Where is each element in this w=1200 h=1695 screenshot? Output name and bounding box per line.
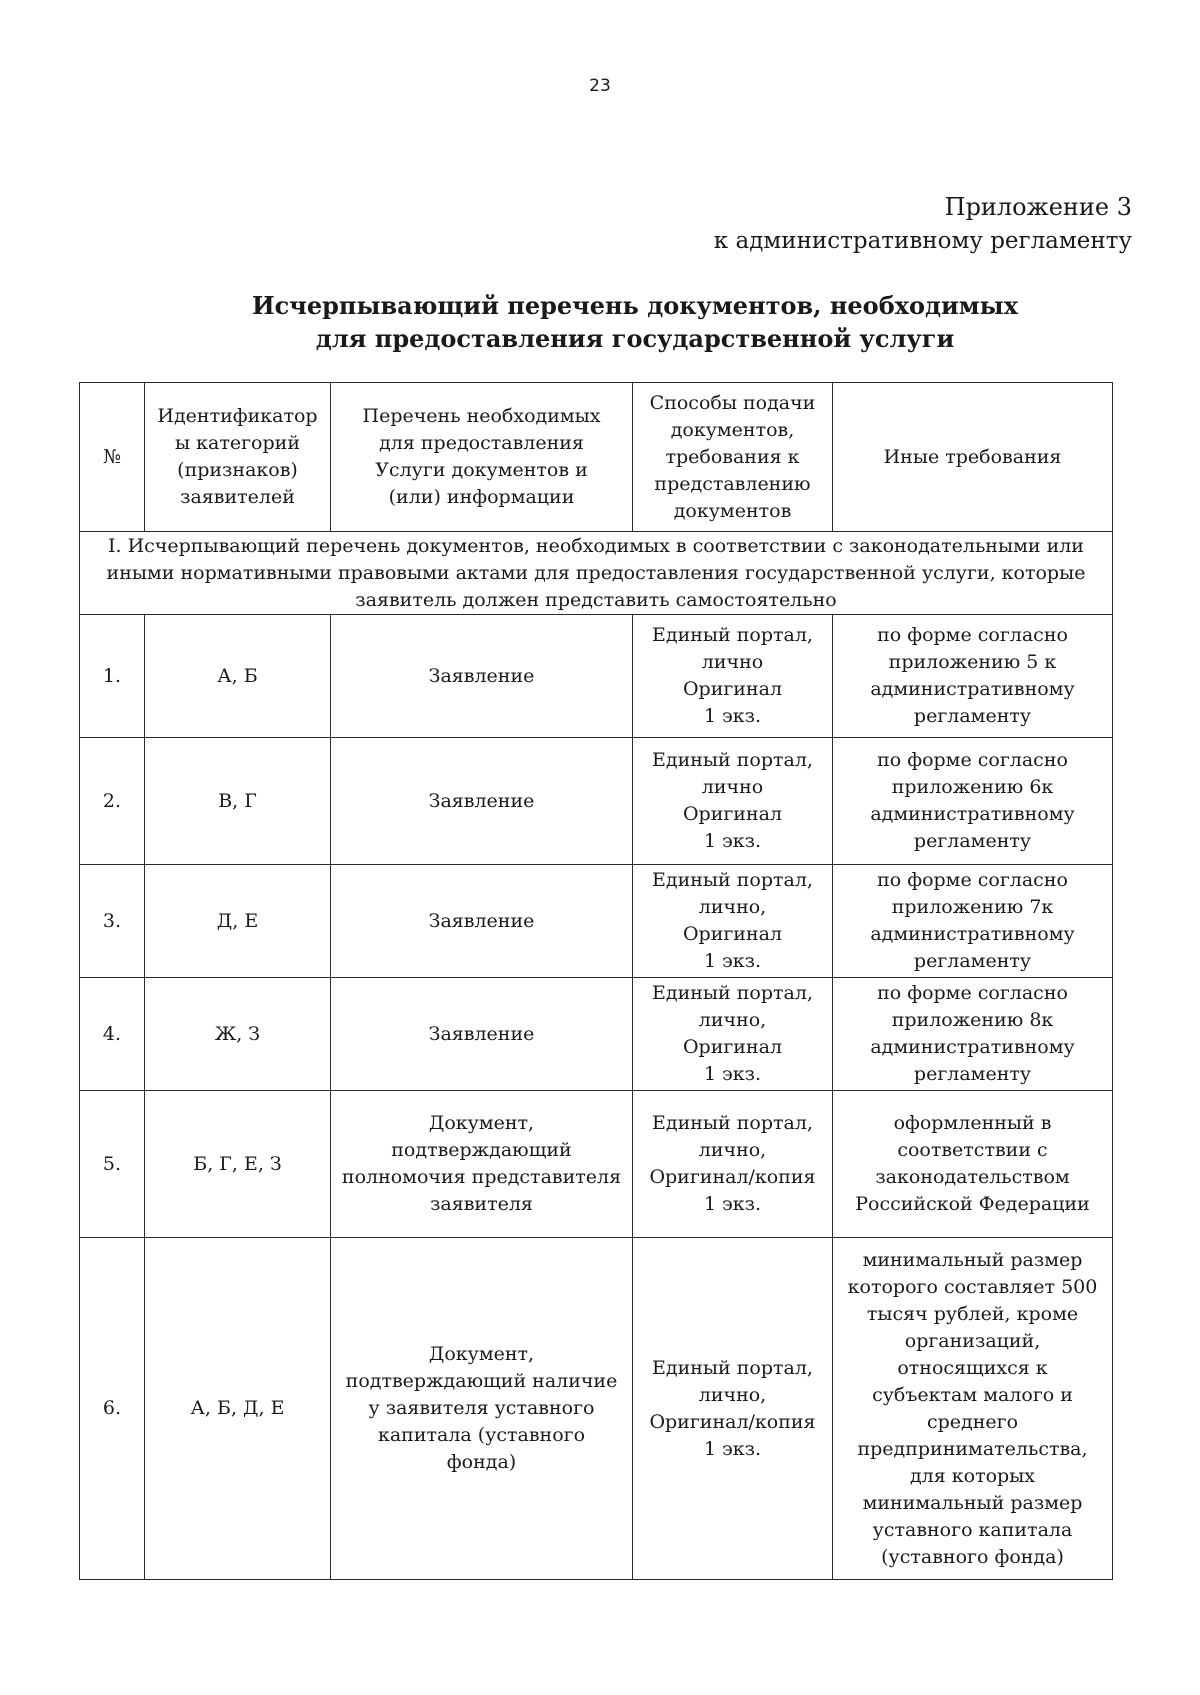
documents-table-body — [80, 383, 1113, 1580]
row-number: 1. — [80, 615, 145, 738]
row-requirements — [833, 1091, 1113, 1238]
row-requirements-line: административному — [870, 803, 1075, 825]
document-title-line-1: Исчерпывающий перечень документов, необходимых — [251, 291, 1019, 320]
row-categories: В, Г — [145, 738, 331, 865]
row-requirements — [833, 865, 1113, 978]
row-document-line: Заявление — [428, 664, 535, 687]
document-title-line-2: для предоставления государственной услуги — [315, 324, 955, 353]
row-document — [331, 1091, 633, 1238]
row-document — [331, 865, 633, 978]
row-document-line: Заявление — [428, 1022, 535, 1045]
header-categories — [145, 383, 331, 532]
row-document-line: подтверждающий наличие — [345, 1370, 618, 1392]
row-document-line: Заявление — [428, 789, 535, 812]
header-categories-line: (признаков) — [177, 459, 298, 481]
row-requirements — [833, 615, 1113, 738]
row-submission-line: 1 экз. — [703, 1063, 762, 1085]
row-requirements-line: законодательством — [875, 1166, 1070, 1188]
row-requirements-line: среднего — [926, 1410, 1019, 1433]
header-submission-line: требования к — [665, 445, 800, 468]
row-requirements-line: предпринимательства, — [857, 1437, 1088, 1460]
section-row — [80, 532, 1113, 615]
row-requirements-line: регламенту — [913, 950, 1032, 972]
appendix-heading — [714, 190, 1132, 258]
row-requirements-line: уставного капитала — [872, 1518, 1073, 1541]
row-number: 5. — [80, 1091, 145, 1238]
row-submission — [633, 615, 833, 738]
row-requirements-line: административному — [870, 678, 1075, 700]
row-submission-line: лично, — [698, 1009, 767, 1031]
row-submission-line: Единый портал, — [652, 982, 813, 1004]
header-other-requirements-line: Иные требования — [883, 445, 1062, 468]
row-requirements-line: оформленный в — [893, 1112, 1052, 1134]
row-submission-line: 1 экз. — [703, 1193, 762, 1215]
row-requirements-line: минимальный размер — [862, 1248, 1083, 1271]
row-document-line: фонда) — [446, 1451, 517, 1473]
header-submission-line: представлению — [654, 472, 811, 495]
row-submission-line: 1 экз. — [703, 1437, 762, 1460]
table-row — [80, 865, 1113, 978]
row-number: 2. — [80, 738, 145, 865]
row-requirements-line: регламенту — [913, 1063, 1032, 1085]
row-submission — [633, 1091, 833, 1238]
row-submission-line: 1 экз. — [703, 830, 762, 852]
row-submission-line: Единый портал, — [652, 749, 813, 771]
header-other-requirements — [833, 383, 1113, 532]
row-requirements-line: приложению 8к — [891, 1009, 1054, 1031]
row-document-line: полномочия представителя — [341, 1166, 622, 1188]
header-documents-line: Услуги документов и — [375, 459, 588, 481]
row-submission-line: лично, — [698, 1383, 767, 1406]
row-number: 6. — [80, 1238, 145, 1580]
row-document — [331, 738, 633, 865]
header-categories-line: ы категорий — [174, 432, 300, 454]
table-row — [80, 1091, 1113, 1238]
row-submission-line: лично, — [698, 1139, 767, 1161]
header-documents-line: Перечень необходимых — [362, 405, 601, 427]
appendix-subtitle: к административному регламенту — [713, 228, 1132, 254]
row-submission-line: лично, — [698, 896, 767, 918]
row-submission-line: лично — [701, 651, 764, 673]
row-requirements-line: административному — [870, 1036, 1075, 1058]
row-document-line: Заявление — [428, 909, 535, 932]
row-requirements-line: приложению 5 к — [888, 651, 1057, 673]
row-submission-line: Оригинал/копия — [649, 1410, 816, 1433]
row-submission — [633, 738, 833, 865]
row-number: 4. — [80, 978, 145, 1091]
row-number: 3. — [80, 865, 145, 978]
row-document-line: подтверждающий — [391, 1139, 572, 1161]
section-title-line: I. Исчерпывающий перечень документов, необходимых в соответствии с законодательными или — [108, 534, 1084, 557]
row-submission-line: Оригинал — [682, 803, 783, 825]
row-document — [331, 978, 633, 1091]
row-submission-line: 1 экз. — [703, 950, 762, 972]
row-requirements-line: административному — [870, 923, 1075, 945]
row-submission-line: 1 экз. — [703, 705, 762, 727]
row-requirements-line: регламенту — [913, 705, 1032, 727]
section-title-line: иными нормативными правовыми актами для предоставления государственной услуги, которые — [106, 561, 1086, 584]
row-requirements-line: по форме согласно — [877, 749, 1068, 771]
row-categories: Ж, З — [145, 978, 331, 1091]
row-requirements-line: Российской Федерации — [855, 1193, 1090, 1215]
row-submission — [633, 865, 833, 978]
row-submission — [633, 1238, 833, 1580]
row-categories: Б, Г, Е, З — [145, 1091, 331, 1238]
page-number: 23 — [589, 76, 611, 96]
section-title — [80, 532, 1113, 615]
row-submission-line: Единый портал, — [652, 1112, 813, 1134]
row-document-line: Документ, — [428, 1343, 535, 1365]
header-submission-line: документов — [673, 499, 792, 522]
section-title-line: заявитель должен представить самостоятельно — [355, 588, 837, 611]
header-documents-line: для предоставления — [379, 432, 584, 454]
header-documents-line: (или) информации — [388, 486, 575, 508]
row-submission — [633, 978, 833, 1091]
row-requirements-line: субъектам малого и — [872, 1383, 1073, 1406]
header-submission-line: Способы подачи — [649, 391, 816, 414]
row-submission-line: Единый портал, — [652, 869, 813, 891]
row-document-line: заявителя — [430, 1193, 533, 1215]
table-header-row — [80, 383, 1113, 532]
row-categories: Д, Е — [145, 865, 331, 978]
header-categories-line: Идентификатор — [157, 405, 318, 427]
row-requirements — [833, 1238, 1113, 1580]
row-requirements-line: по форме согласно — [877, 982, 1068, 1004]
row-submission-line: Оригинал/копия — [649, 1166, 816, 1188]
row-document-line: Документ, — [428, 1112, 535, 1134]
document-title — [0, 289, 1200, 355]
header-documents — [331, 383, 633, 532]
header-submission-line: документов, — [670, 418, 795, 441]
row-submission-line: Оригинал — [682, 678, 783, 700]
row-requirements-line: для которых — [909, 1464, 1036, 1487]
appendix-title: Приложение 3 — [944, 193, 1132, 221]
row-document — [331, 1238, 633, 1580]
row-document-line: капитала (уставного — [377, 1424, 586, 1446]
row-submission-line: Единый портал, — [652, 624, 813, 646]
row-requirements-line: по форме согласно — [877, 869, 1068, 891]
row-submission-line: Оригинал — [682, 1036, 783, 1058]
row-requirements-line: тысяч рублей, кроме — [866, 1302, 1079, 1325]
table-row — [80, 1238, 1113, 1580]
row-requirements — [833, 738, 1113, 865]
header-number-line: № — [103, 445, 121, 468]
header-number — [80, 383, 145, 532]
row-requirements-line: по форме согласно — [877, 624, 1068, 646]
row-requirements-line: соответствии с — [897, 1139, 1048, 1161]
documents-table — [79, 382, 1113, 1580]
row-requirements-line: минимальный размер — [862, 1491, 1083, 1514]
row-requirements-line: приложению 6к — [891, 776, 1054, 798]
row-document — [331, 615, 633, 738]
row-requirements — [833, 978, 1113, 1091]
header-submission — [633, 383, 833, 532]
table-row — [80, 738, 1113, 865]
row-requirements-line: (уставного фонда) — [881, 1545, 1064, 1568]
row-requirements-line: которого составляет 500 — [847, 1275, 1098, 1298]
row-document-line: у заявителя уставного — [368, 1397, 595, 1419]
row-requirements-line: приложению 7к — [891, 896, 1054, 918]
row-categories: А, Б — [145, 615, 331, 738]
row-categories: А, Б, Д, Е — [145, 1238, 331, 1580]
header-categories-line: заявителей — [180, 486, 295, 508]
table-row — [80, 615, 1113, 738]
table-row — [80, 978, 1113, 1091]
row-requirements-line: регламенту — [913, 830, 1032, 852]
row-submission-line: Единый портал, — [652, 1356, 813, 1379]
row-submission-line: Оригинал — [682, 923, 783, 945]
row-submission-line: лично — [701, 776, 764, 798]
row-requirements-line: относящихся к — [897, 1356, 1048, 1379]
row-requirements-line: организаций, — [904, 1329, 1041, 1352]
